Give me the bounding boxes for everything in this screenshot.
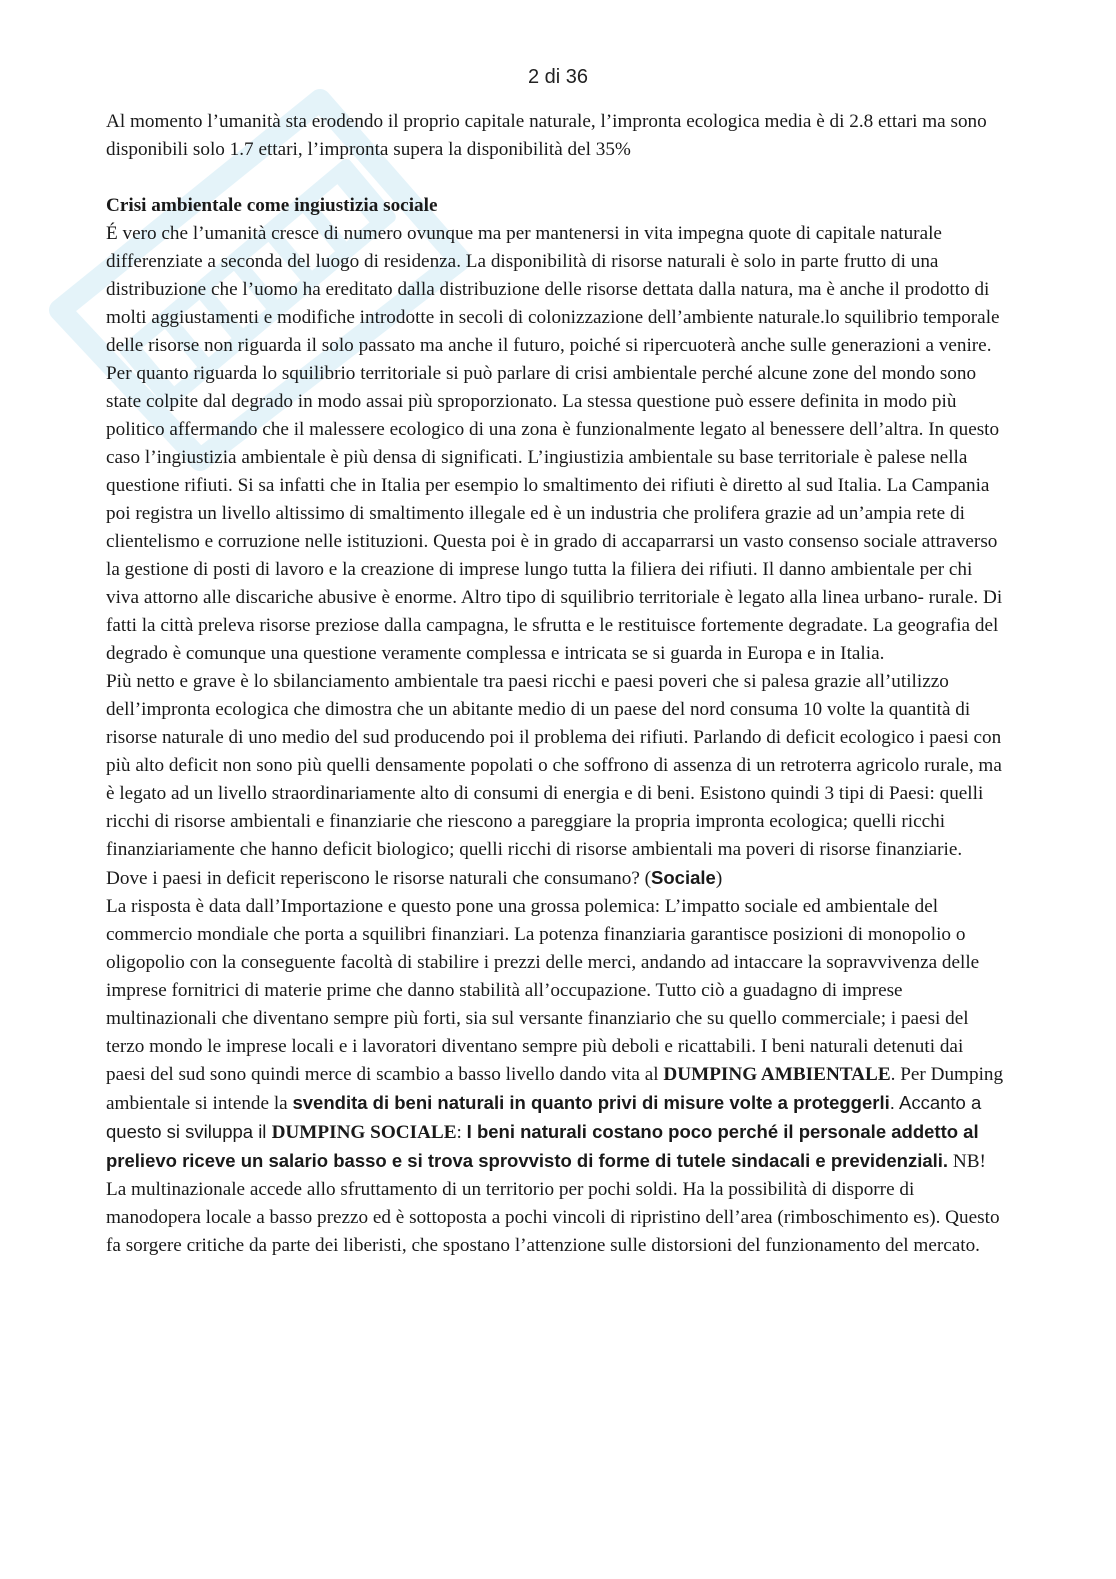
- bold-definition-beni-naturali: I beni naturali costano poco perché il personale addetto al prelievo riceve un salario basso e si trova sprovvisto di forme di tutele sindacali e previdenziali.: [106, 1121, 979, 1171]
- bold-definition-svendita: svendita di beni naturali in quanto privi di misure volte a proteggerli: [292, 1092, 890, 1113]
- paragraph-spacer: [106, 164, 1006, 192]
- paragraph-text: . Per Dumping ambientale si intende la: [106, 1064, 1004, 1114]
- paragraph-rich-poor-countries: [106, 668, 1006, 893]
- paragraph-dumping: [106, 893, 1006, 1260]
- paragraph-text: Più netto e grave è lo sbilanciamento ambientale tra paesi ricchi e paesi poveri che si palesa grazie all’utilizzo dell’impronta ecologica che dimostra che un abitante medio di un paese del nord consuma 10 volte la quantità di risorse naturale di uno medio del sud producendo poi il problema dei rifiuti. Parlando di deficit ecologico i paesi con più alto deficit non sono più quelli densamente popolati o che soffrono di assenza di un retroterra agricolo rurale, ma è legato ad un livello straordinariamente alto di consumi di energia e di beni. Esistono quindi 3 tipi di Paesi: quelli ricchi di risorse ambientali e finanziarie che riescono a pareggiare la propria impronta ecologica; quelli ricchi finanziariamente che hanno deficit biologico; quelli ricchi di risorse ambientali ma poveri di risorse finanziarie. Dove i paesi in deficit reperiscono le risorse naturali che consumano? (: [106, 671, 1002, 889]
- bold-term-sociale: Sociale: [651, 867, 716, 888]
- paragraph-text: :: [456, 1122, 467, 1143]
- paragraph-territorial-imbalance: É vero che l’umanità cresce di numero ovunque ma per mantenersi in vita impegna quote di capitale naturale differenziate a seconda del luogo di residenza. La disponibilità di risorse naturali è solo in parte frutto di una distribuzione che l’uomo ha ereditato dalla distribuzione delle risorse dettata dalla natura, ma è anche il prodotto di molti aggiustamenti e modifiche introdotte in secoli di colonizzazione dell’ambiente naturale.lo squilibrio temporale delle risorse non riguarda il solo passato ma anche il futuro, poiché si ripercuoterà anche sulle generazioni a venire. Per quanto riguarda lo squilibrio territoriale si può parlare di crisi ambientale perché alcune zone del mondo sono state colpite dal degrado in modo assai più sproporzionato. La stessa questione può essere definita in modo più politico affermando che il malessere ecologico di una zona è funzionalmente legato al benessere dell’altra. In questo caso l’ingiustizia ambientale è più densa di significati. L’ingiustizia ambientale su base territoriale è palese nella questione rifiuti. Si sa infatti che in Italia per esempio lo smaltimento dei rifiuti è diretto al sud Italia. La Campania poi registra un livello altissimo di smaltimento illegale ed è un industria che prolifera grazie ad un’ampia rete di clientelismo e corruzione nelle istituzioni. Questa poi è in grado di accaparrarsi un vasto consenso sociale attraverso la gestione di posti di lavoro e la creazione di imprese lungo tutta la filiera dei rifiuti. Il danno ambientale per chi viva attorno alle discariche abusive è enorme. Altro tipo di squilibrio territoriale è legato alla linea urbano- rurale. Di fatti la città preleva risorse preziose dalla campagna, le sfrutta e le restituisce fortemente degradate. La geografia del degrado è comunque una questione veramente complessa e intricata se si guarda in Europa e in Italia.: [106, 223, 1003, 664]
- intro-paragraph: Al momento l’umanità sta erodendo il proprio capitale naturale, l’impronta ecologica media è di 2.8 ettari ma sono disponibili solo 1.7 ettari, l’impronta supera la disponibilità del 35%: [106, 111, 987, 160]
- paragraph-text: NB! La multinazionale accede allo sfruttamento di un territorio per pochi soldi. Ha la possibilità di disporre di manodopera locale a basso prezzo ed è sottoposta a pochi vincoli di ripristino dell’area (rimboschimento es). Questo fa sorgere critiche da parte dei liberisti, che spostano l’attenzione sulle distorsioni del funzionamento del mercato.: [106, 1151, 1000, 1256]
- paragraph-text: La risposta è data dall’Importazione e questo pone una grossa polemica: L’impatto sociale ed ambientale del commercio mondiale che porta a squilibri finanziari. La potenza finanziaria garantisce posizioni di monopolio o oligopolio con la conseguente facoltà di stabilire i prezzi delle merci, andando ad intaccare la sopravvivenza delle imprese fornitrici di materie prime che danno stabilità all’occupazione. Tutto ciò a guadagno di imprese multinazionali che diventano sempre più forti, sia sul versante finanziario che su quello commerciale; i paesi del terzo mondo le imprese locali e i lavoratori diventano sempre più deboli e ricattabili. I beni naturali detenuti dai paesi del sud sono quindi merce di scambio a basso livello dando vita al: [106, 896, 980, 1085]
- document-body: [106, 108, 1006, 1260]
- paragraph-text: ): [715, 868, 723, 889]
- bold-term-dumping-ambientale: DUMPING AMBIENTALE: [663, 1064, 891, 1085]
- page-number: 2 di 36: [527, 66, 589, 88]
- section-heading: Crisi ambientale come ingiustizia sociale: [106, 195, 438, 216]
- paragraph-text: . Accanto a questo si sviluppa il: [106, 1092, 982, 1142]
- bold-term-dumping-sociale: DUMPING SOCIALE: [271, 1122, 457, 1143]
